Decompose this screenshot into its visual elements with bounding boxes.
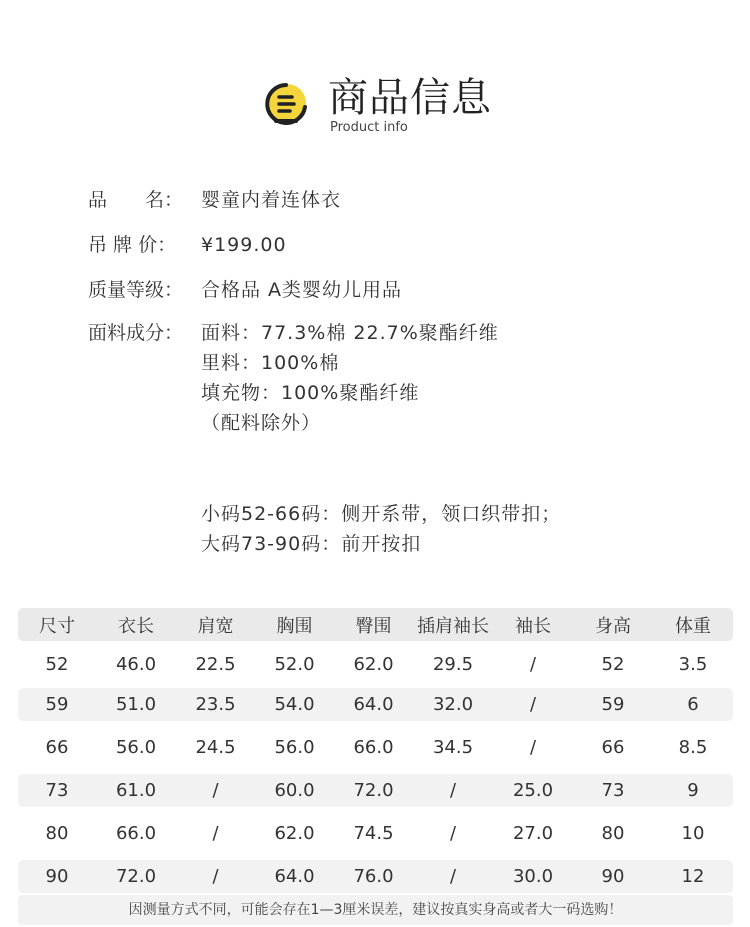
table-cell: / [212,823,219,844]
name-value: 婴童内着连体衣 [201,189,342,211]
table-row [18,648,733,681]
table-cell: 64.0 [274,866,315,887]
page-title: 商品信息 [328,75,492,121]
table-cell: / [449,780,457,801]
table-cell: 8.5 [678,737,708,758]
material-line: 面料：77.3%棉 22.7%聚酯纤维 [201,322,499,344]
closure-line: 小码52-66码：侧开系带，领口织带扣； [201,503,562,525]
table-cell: 73 [601,780,625,801]
material-line: 填充物：100%聚酯纤维 [201,382,420,404]
table-cell: 52 [601,654,625,675]
table-cell: 46.0 [115,654,157,675]
table-cell: 30.0 [512,866,554,887]
table-cell: 54.0 [274,694,315,715]
table-cell: 66.0 [353,737,394,758]
table-cell: 72.0 [353,780,394,801]
page-subtitle: Product info [330,120,408,135]
header-cell: 臀围 [355,615,392,637]
table-cell: 80 [45,823,69,844]
table-cell: 23.5 [195,694,236,715]
header-cell: 尺寸 [39,615,75,637]
table-cell: 73 [45,780,69,801]
table-row [18,731,733,764]
table-cell: 10 [681,823,705,844]
closure-lines [201,499,561,559]
table-cell: / [212,866,219,887]
price-label: 吊 牌 价： [88,234,177,256]
table-cell: 9 [687,780,699,801]
table-cell: 22.5 [195,654,236,675]
table-cell: 29.5 [432,654,474,675]
table-cell: 6 [687,694,699,715]
table-row [18,688,733,721]
table-cell: 56.0 [274,737,315,758]
header-cell: 体重 [675,615,711,637]
table-cell: 32.0 [432,694,474,715]
header-cell: 衣长 [118,615,154,637]
material-label: 面料成分： [88,322,184,344]
table-cell: 66 [601,737,625,758]
table-cell: 25.0 [512,780,554,801]
table-cell: 76.0 [353,866,394,887]
material-lines [201,318,499,438]
table-row [18,860,733,893]
closure-line: 大码73-90码：前开按扣 [201,533,422,555]
header-cell: 插肩袖长 [417,615,489,637]
table-row [18,774,733,807]
measurement-note: 因测量方式不同，可能会存在1—3厘米误差，建议按真实身高或者大一码选购！ [18,895,733,925]
material-line: （配料除外） [201,412,322,434]
table-cell: 59 [601,694,625,715]
table-cell: 66.0 [115,823,157,844]
table-cell: 74.5 [353,823,394,844]
table-cell: 51.0 [115,694,157,715]
document-lines-icon [262,78,312,128]
table-cell: 64.0 [353,694,394,715]
table-cell: 61.0 [115,780,157,801]
table-cell: 52.0 [274,654,315,675]
table-cell: / [529,654,537,675]
table-cell: 59 [45,694,69,715]
table-cell: / [449,866,457,887]
table-cell: 27.0 [512,823,554,844]
table-cell: 62.0 [274,823,315,844]
price-value: ¥199.00 [201,234,287,256]
table-cell: 90 [601,866,625,887]
header-cell: 胸围 [276,615,313,637]
table-cell: 72.0 [115,866,157,887]
table-cell: 60.0 [274,780,315,801]
table-cell: 12 [681,866,705,887]
table-cell: 80 [601,823,625,844]
table-cell: / [449,823,457,844]
table-row [18,817,733,850]
table-cell: 66 [45,737,69,758]
grade-value: 合格品 A类婴幼儿用品 [201,279,403,301]
table-cell: / [529,737,537,758]
header-cell: 身高 [595,615,631,637]
size-table [18,608,733,893]
name-label: 品 名： [88,189,184,211]
table-cell: 62.0 [353,654,394,675]
table-cell: / [529,694,537,715]
table-cell: 3.5 [678,654,708,675]
table-cell: 52 [45,654,69,675]
table-cell: 56.0 [115,737,157,758]
grade-label: 质量等级： [88,279,184,301]
header-cell: 肩宽 [197,615,234,637]
table-header [18,608,733,641]
table-cell: 24.5 [195,737,236,758]
header-cell: 袖长 [515,615,551,637]
table-cell: 90 [45,866,69,887]
table-cell: 34.5 [432,737,474,758]
material-line: 里料：100%棉 [201,352,340,374]
table-cell: / [212,780,219,801]
